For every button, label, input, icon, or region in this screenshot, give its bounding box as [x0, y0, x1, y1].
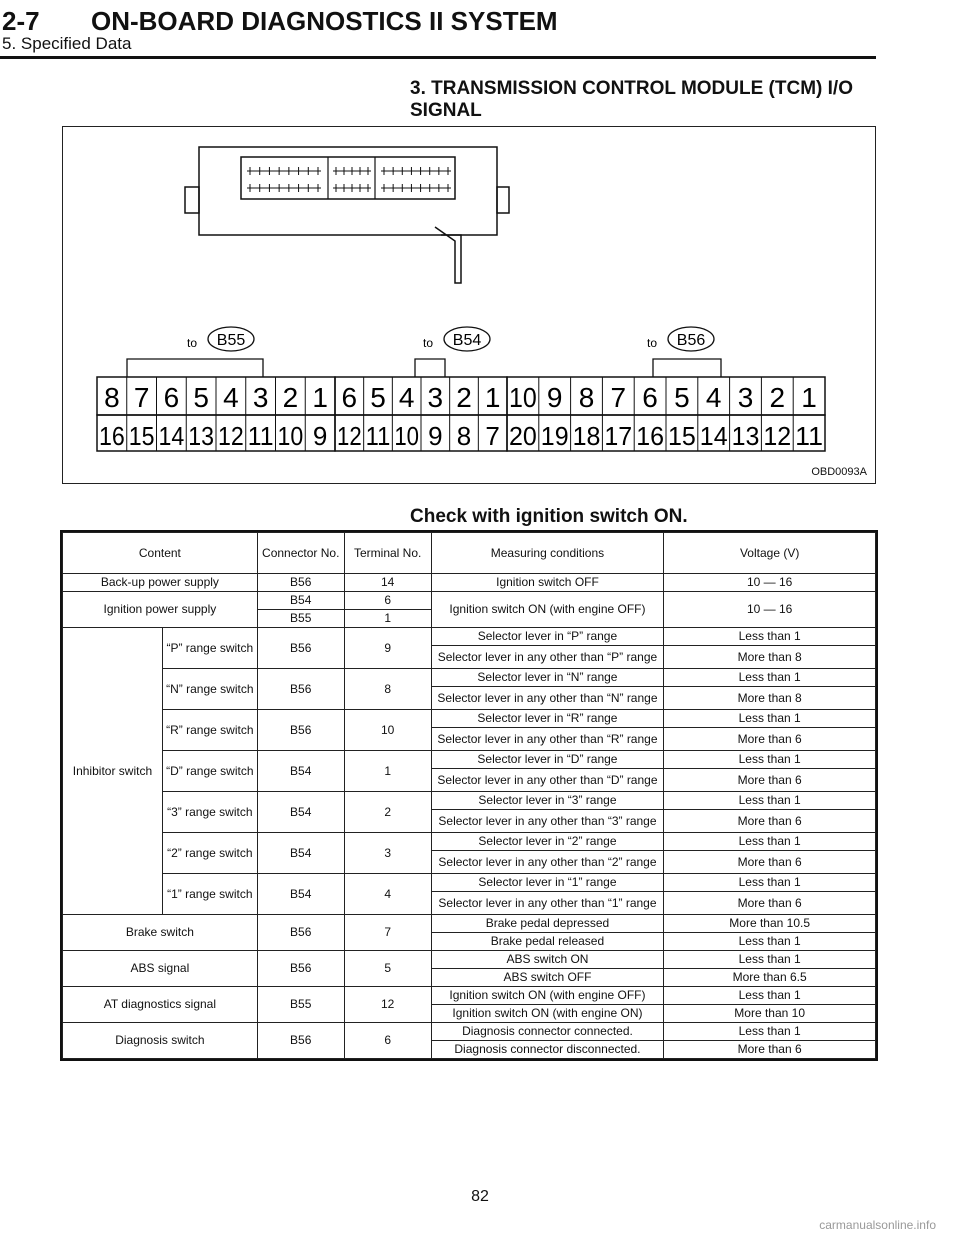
table-row	[63, 915, 876, 933]
cell-content: Ignition power supply	[63, 592, 258, 628]
pin-number: 3	[427, 382, 444, 413]
pin-number: 20	[509, 421, 537, 451]
table-row	[63, 574, 876, 592]
pin-number: 9	[312, 421, 328, 451]
pin-number: 12	[337, 421, 362, 451]
pin-number: 7	[133, 382, 150, 413]
pin-number: 8	[456, 421, 472, 451]
cell-voltage: More than 6	[664, 769, 876, 792]
pin-number: 8	[104, 382, 120, 413]
connector-name: B55	[216, 332, 246, 349]
cell-condition: Selector lever in any other than “R” range	[431, 728, 664, 751]
cell-voltage: Less than 1	[664, 1023, 876, 1041]
cell-voltage: More than 6	[664, 810, 876, 833]
pin-number: 11	[365, 421, 391, 451]
cell-condition: Selector lever in “D” range	[431, 751, 664, 769]
cell-connector: B56	[257, 951, 344, 987]
connector-figure	[62, 126, 876, 484]
pin-number: 11	[247, 421, 274, 451]
cell-condition: ABS switch ON	[431, 951, 664, 969]
cell-condition: Selector lever in any other than “D” range	[431, 769, 664, 792]
pin-number: 10	[277, 421, 304, 451]
pin-number: 18	[572, 421, 601, 451]
cell-voltage: More than 6	[664, 851, 876, 874]
cell-switch: “D” range switch	[162, 751, 257, 792]
cell-condition: ABS switch OFF	[431, 969, 664, 987]
pin-number: 4	[223, 382, 239, 413]
cell-terminal: 7	[344, 915, 431, 951]
cell-connector: B54	[257, 792, 344, 833]
pin-number: 12	[763, 421, 792, 451]
cell-condition: Ignition switch ON (with engine OFF)	[431, 592, 664, 628]
pin-number: 1	[312, 382, 328, 413]
pin-number: 10	[394, 421, 419, 451]
cell-connector: B56	[257, 669, 344, 710]
cell-connector: B55	[257, 610, 344, 628]
cell-condition: Ignition switch OFF	[431, 574, 664, 592]
cell-terminal: 10	[344, 710, 431, 751]
cell-condition: Selector lever in “N” range	[431, 669, 664, 687]
cell-switch: “P” range switch	[162, 628, 257, 669]
cell-connector: B56	[257, 1023, 344, 1059]
cell-content: ABS signal	[63, 951, 258, 987]
cell-terminal: 2	[344, 792, 431, 833]
header-subtitle: 5. Specified Data	[2, 34, 132, 53]
cell-connector: B56	[257, 628, 344, 669]
cell-voltage: More than 8	[664, 646, 876, 669]
pin-number: 13	[188, 421, 214, 451]
cell-voltage: More than 10	[664, 1005, 876, 1023]
cell-switch: “R” range switch	[162, 710, 257, 751]
cell-voltage: More than 10.5	[664, 915, 876, 933]
table-row	[63, 592, 876, 610]
cell-condition: Diagnosis connector connected.	[431, 1023, 664, 1041]
cell-content: Brake switch	[63, 915, 258, 951]
table-row	[63, 833, 876, 851]
cell-condition: Selector lever in “P” range	[431, 628, 664, 646]
pin-number: 3	[737, 382, 754, 413]
cell-terminal: 8	[344, 669, 431, 710]
connector-name: B54	[452, 332, 482, 349]
pin-number: 9	[428, 421, 443, 451]
pin-number: 16	[99, 421, 125, 451]
pin-number: 13	[731, 421, 760, 451]
signal-table	[62, 532, 876, 1059]
connector-latch	[653, 359, 721, 377]
cell-condition: Diagnosis connector disconnected.	[431, 1041, 664, 1059]
table-row	[63, 874, 876, 892]
cell-terminal: 4	[344, 874, 431, 915]
cell-voltage: More than 6	[664, 892, 876, 915]
cell-voltage: Less than 1	[664, 669, 876, 687]
pin-number: 1	[484, 382, 501, 413]
cell-connector: B56	[257, 710, 344, 751]
cell-switch: “2” range switch	[162, 833, 257, 874]
pin-number: 7	[610, 382, 627, 413]
header-title: ON-BOARD DIAGNOSTICS II SYSTEM	[91, 6, 558, 36]
table-row	[63, 1023, 876, 1041]
pin-number: 6	[642, 382, 658, 413]
cell-terminal: 1	[344, 610, 431, 628]
page-number: 82	[471, 1188, 489, 1205]
cell-connector: B54	[257, 833, 344, 874]
cell-connector: B56	[257, 915, 344, 951]
header-terminal: Terminal No.	[344, 533, 431, 574]
table-caption: Check with ignition switch ON.	[410, 506, 688, 527]
connector-to-label: to	[647, 336, 658, 350]
connector-latch	[415, 359, 445, 377]
tcm-side-tab	[185, 187, 199, 213]
other-rows	[63, 915, 876, 1059]
cell-content: Diagnosis switch	[63, 1023, 258, 1059]
cell-voltage: More than 6.5	[664, 969, 876, 987]
cell-condition: Brake pedal released	[431, 933, 664, 951]
cell-switch: “1” range switch	[162, 874, 257, 915]
header-conditions: Measuring conditions	[431, 533, 664, 574]
pin-number: 11	[795, 421, 823, 451]
connector-diagram	[63, 127, 877, 485]
pin-number: 2	[769, 382, 786, 413]
pin-number: 8	[578, 382, 595, 413]
pin-number: 10	[509, 382, 537, 413]
cell-connector: B56	[257, 574, 344, 592]
cell-content: Inhibitor switch	[63, 628, 163, 915]
cell-connector: B55	[257, 987, 344, 1023]
cell-voltage: Less than 1	[664, 933, 876, 951]
cell-voltage: 10 — 16	[664, 574, 876, 592]
watermark: carmanualsonline.info	[819, 1218, 936, 1232]
cell-voltage: Less than 1	[664, 951, 876, 969]
cell-terminal: 12	[344, 987, 431, 1023]
table-row	[63, 792, 876, 810]
pin-number: 17	[604, 421, 633, 451]
header-rule	[0, 56, 876, 59]
cell-connector: B54	[257, 592, 344, 610]
pin-number: 15	[668, 421, 696, 451]
section-number: 2-7	[2, 6, 40, 36]
connector-latch	[127, 359, 263, 377]
table-row	[63, 751, 876, 769]
table-row	[63, 628, 876, 646]
cell-content: AT diagnostics signal	[63, 987, 258, 1023]
cell-condition: Brake pedal depressed	[431, 915, 664, 933]
table-row	[63, 987, 876, 1005]
pin-number: 5	[370, 382, 386, 413]
cell-terminal: 3	[344, 833, 431, 874]
pin-number: 4	[705, 382, 722, 413]
pin-number: 9	[546, 382, 563, 413]
connector-b54	[335, 327, 507, 451]
pin-number: 7	[485, 421, 500, 451]
table-row	[63, 710, 876, 728]
table-header-row	[63, 533, 876, 574]
header-connector: Connector No.	[257, 533, 344, 574]
figure-code: OBD0093A	[811, 466, 867, 478]
cell-voltage: Less than 1	[664, 987, 876, 1005]
pin-number: 12	[218, 421, 244, 451]
cell-switch: “N” range switch	[162, 669, 257, 710]
cell-voltage: More than 6	[664, 728, 876, 751]
pin-number: 2	[282, 382, 299, 413]
pin-number: 3	[252, 382, 269, 413]
cell-condition: Selector lever in any other than “N” range	[431, 687, 664, 710]
pin-number: 5	[193, 382, 209, 413]
pin-number: 4	[398, 382, 415, 413]
header-content: Content	[63, 533, 258, 574]
cell-voltage: Less than 1	[664, 710, 876, 728]
connector-to-label: to	[187, 336, 198, 350]
cell-condition: Ignition switch ON (with engine ON)	[431, 1005, 664, 1023]
cell-voltage: Less than 1	[664, 792, 876, 810]
cell-voltage: Less than 1	[664, 874, 876, 892]
cell-condition: Selector lever in any other than “2” range	[431, 851, 664, 874]
tcm-socket	[241, 157, 455, 199]
table-row	[63, 951, 876, 969]
connector-name: B56	[676, 332, 706, 349]
cell-terminal: 6	[344, 1023, 431, 1059]
cell-terminal: 6	[344, 592, 431, 610]
pin-number: 1	[801, 382, 817, 413]
cell-terminal: 9	[344, 628, 431, 669]
cell-voltage: 10 — 16	[664, 592, 876, 628]
pin-number: 6	[341, 382, 358, 413]
pin-number: 19	[540, 421, 569, 451]
pin-number: 6	[163, 382, 180, 413]
cell-condition: Selector lever in any other than “1” range	[431, 892, 664, 915]
cell-condition: Selector lever in any other than “P” range	[431, 646, 664, 669]
cell-terminal: 1	[344, 751, 431, 792]
cell-voltage: More than 6	[664, 1041, 876, 1059]
pin-number: 14	[158, 421, 185, 451]
cell-terminal: 5	[344, 951, 431, 987]
table-row	[63, 669, 876, 687]
cell-connector: B54	[257, 751, 344, 792]
cell-voltage: Less than 1	[664, 751, 876, 769]
cell-content: Back-up power supply	[63, 574, 258, 592]
connector-b55	[97, 327, 335, 451]
pin-number: 15	[128, 421, 155, 451]
cell-connector: B54	[257, 874, 344, 915]
section-title: 3. TRANSMISSION CONTROL MODULE (TCM) I/O SIGNAL	[410, 78, 853, 121]
cell-voltage: More than 8	[664, 687, 876, 710]
cell-condition: Selector lever in “R” range	[431, 710, 664, 728]
cell-voltage: Less than 1	[664, 628, 876, 646]
pin-number: 5	[674, 382, 690, 413]
tcm-body	[199, 147, 497, 235]
cell-voltage: Less than 1	[664, 833, 876, 851]
pin-number: 2	[456, 382, 472, 413]
tcm-side-tab	[497, 187, 509, 213]
header-voltage: Voltage (V)	[664, 533, 876, 574]
page-header	[0, 0, 960, 62]
inhibitor-rows	[63, 628, 876, 915]
pin-number: 14	[699, 421, 728, 451]
connector-to-label: to	[423, 336, 434, 350]
cell-terminal: 14	[344, 574, 431, 592]
cell-condition: Selector lever in “3” range	[431, 792, 664, 810]
cell-condition: Ignition switch ON (with engine OFF)	[431, 987, 664, 1005]
connector-b56	[507, 327, 825, 451]
cell-condition: Selector lever in “2” range	[431, 833, 664, 851]
pin-number: 16	[636, 421, 664, 451]
cell-switch: “3” range switch	[162, 792, 257, 833]
cell-condition: Selector lever in any other than “3” range	[431, 810, 664, 833]
cell-condition: Selector lever in “1” range	[431, 874, 664, 892]
